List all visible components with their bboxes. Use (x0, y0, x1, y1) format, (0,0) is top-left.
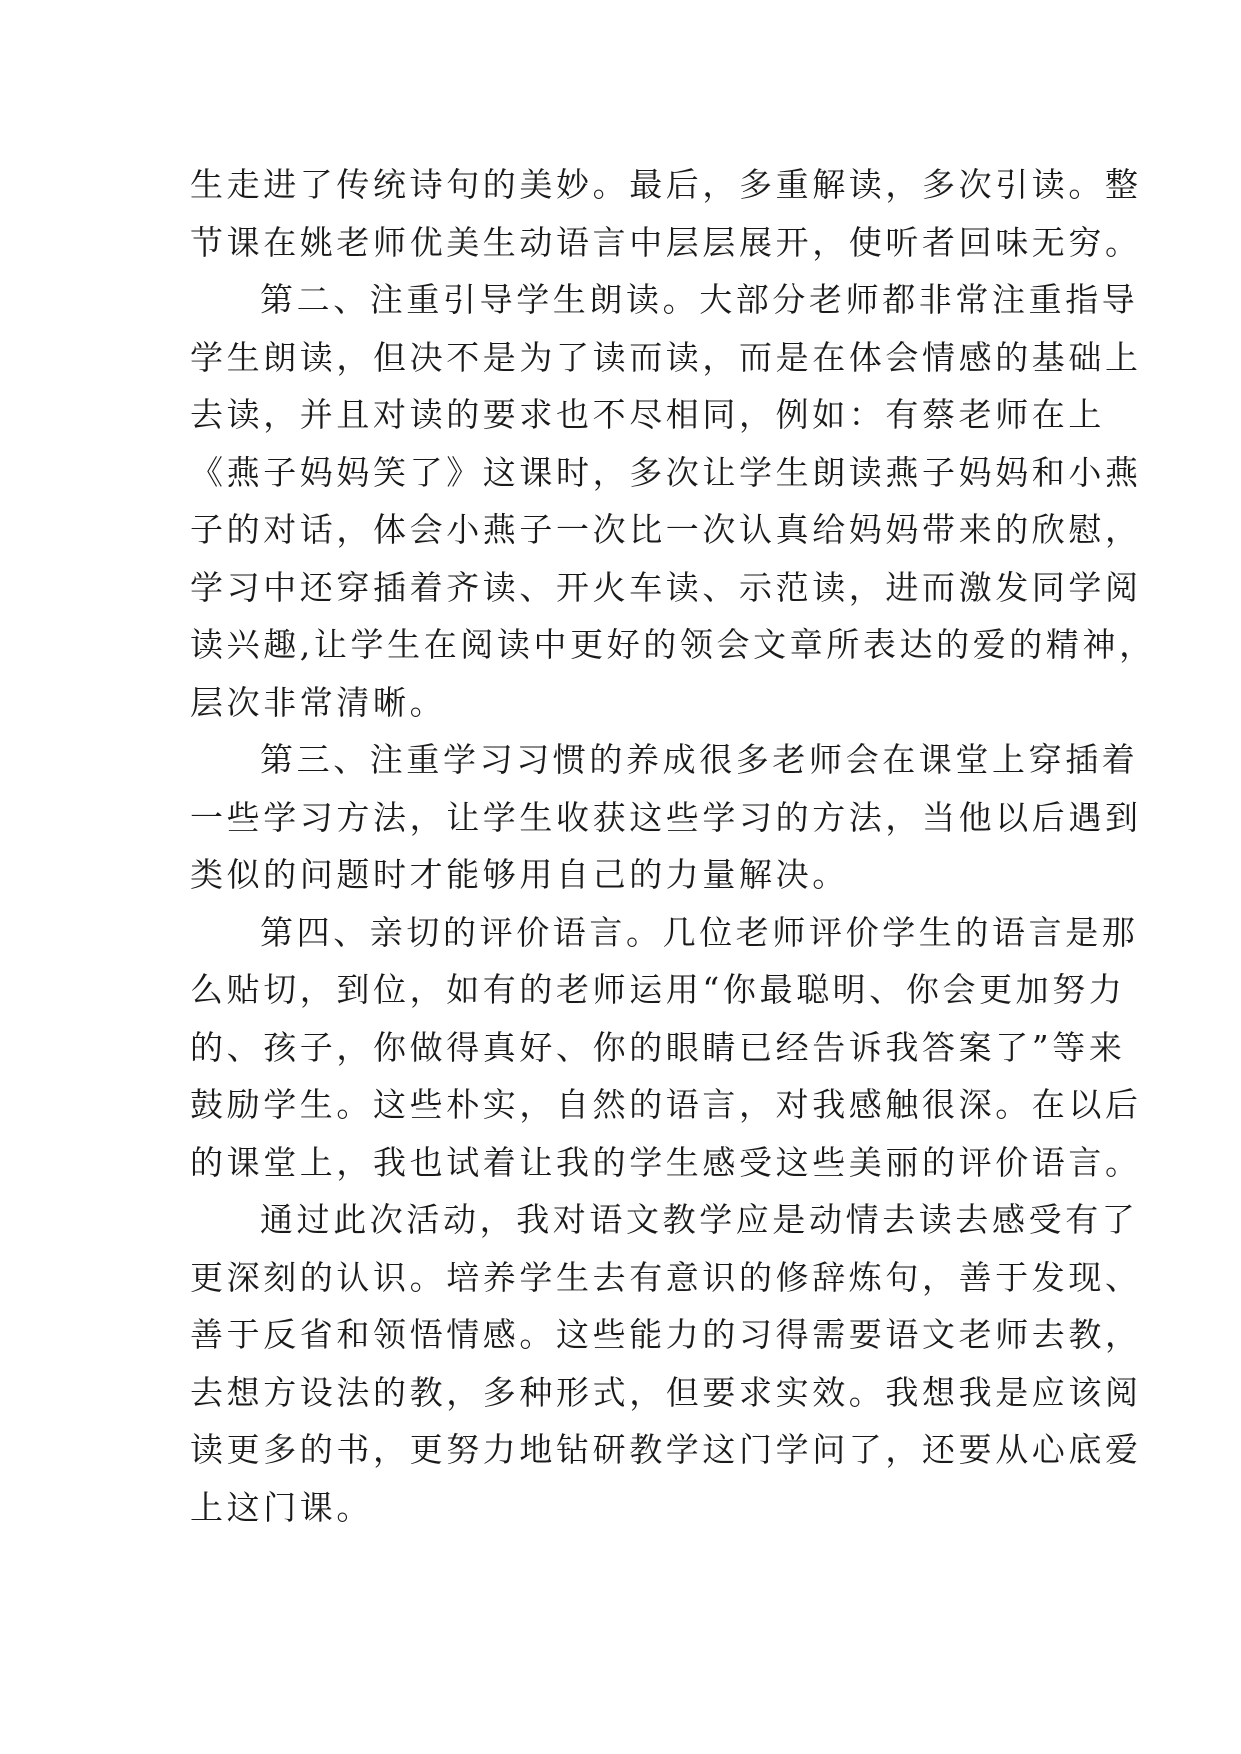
text-line: 第四、亲切的评价语言。几位老师评价学生的语言是那 (260, 912, 1139, 952)
text-line: 学生朗读，但决不是为了读而读，而是在体会情感的基础上 (190, 337, 1142, 377)
text-line: 第二、注重引导学生朗读。大部分老师都非常注重指导 (260, 280, 1139, 319)
text-line: 第三、注重学习习惯的养成很多老师会在课堂上穿插着 (260, 740, 1139, 779)
text-line: 读更多的书，更努力地钻研教学这门学问了，还要从心底爱 (190, 1430, 1142, 1469)
text-line: 节课在姚老师优美生动语言中层层展开，使听者回味无穷。 (190, 222, 1142, 262)
text-line: 的课堂上，我也试着让我的学生感受这些美丽的评价语言。 (190, 1142, 1142, 1182)
text-line: 读兴趣,让学生在阅读中更好的领会文章所表达的爱的精神， (190, 625, 1156, 664)
text-line: 上这门课。 (190, 1487, 373, 1527)
text-line: 层次非常清晰。 (190, 682, 447, 722)
text-line: 学习中还穿插着齐读、开火车读、示范读，进而激发同学阅 (190, 567, 1142, 607)
body-text (190, 156, 1156, 1536)
text-line: 的、孩子，你做得真好、你的眼睛已经告诉我答案了”等来 (190, 1027, 1126, 1067)
text-line: 善于反省和领悟情感。这些能力的习得需要语文老师去教， (190, 1315, 1142, 1354)
text-line: 一些学习方法，让学生收获这些学习的方法，当他以后遇到 (190, 797, 1142, 837)
text-line: 类似的问题时才能够用自己的力量解决。 (190, 855, 849, 894)
text-line: 《燕子妈妈笑了》这课时，多次让学生朗读燕子妈妈和小燕 (190, 452, 1142, 492)
text-line: 生走进了传统诗句的美妙。最后，多重解读，多次引读。整 (190, 165, 1142, 204)
text-line: 通过此次活动，我对语文教学应是动情去读去感受有了 (260, 1200, 1139, 1239)
text-line: 去想方设法的教，多种形式，但要求实效。我想我是应该阅 (190, 1372, 1142, 1412)
text-line: 么贴切，到位，如有的老师运用“你最聪明、你会更加努力 (190, 970, 1126, 1009)
text-line: 去读，并且对读的要求也不尽相同，例如：有蔡老师在上 (190, 395, 1105, 434)
text-line: 更深刻的认识。培养学生去有意识的修辞炼句，善于发现、 (190, 1257, 1142, 1297)
text-line: 鼓励学生。这些朴实，自然的语言，对我感触很深。在以后 (190, 1085, 1142, 1124)
text-line: 子的对话，体会小燕子一次比一次认真给妈妈带来的欣慰， (190, 510, 1142, 549)
